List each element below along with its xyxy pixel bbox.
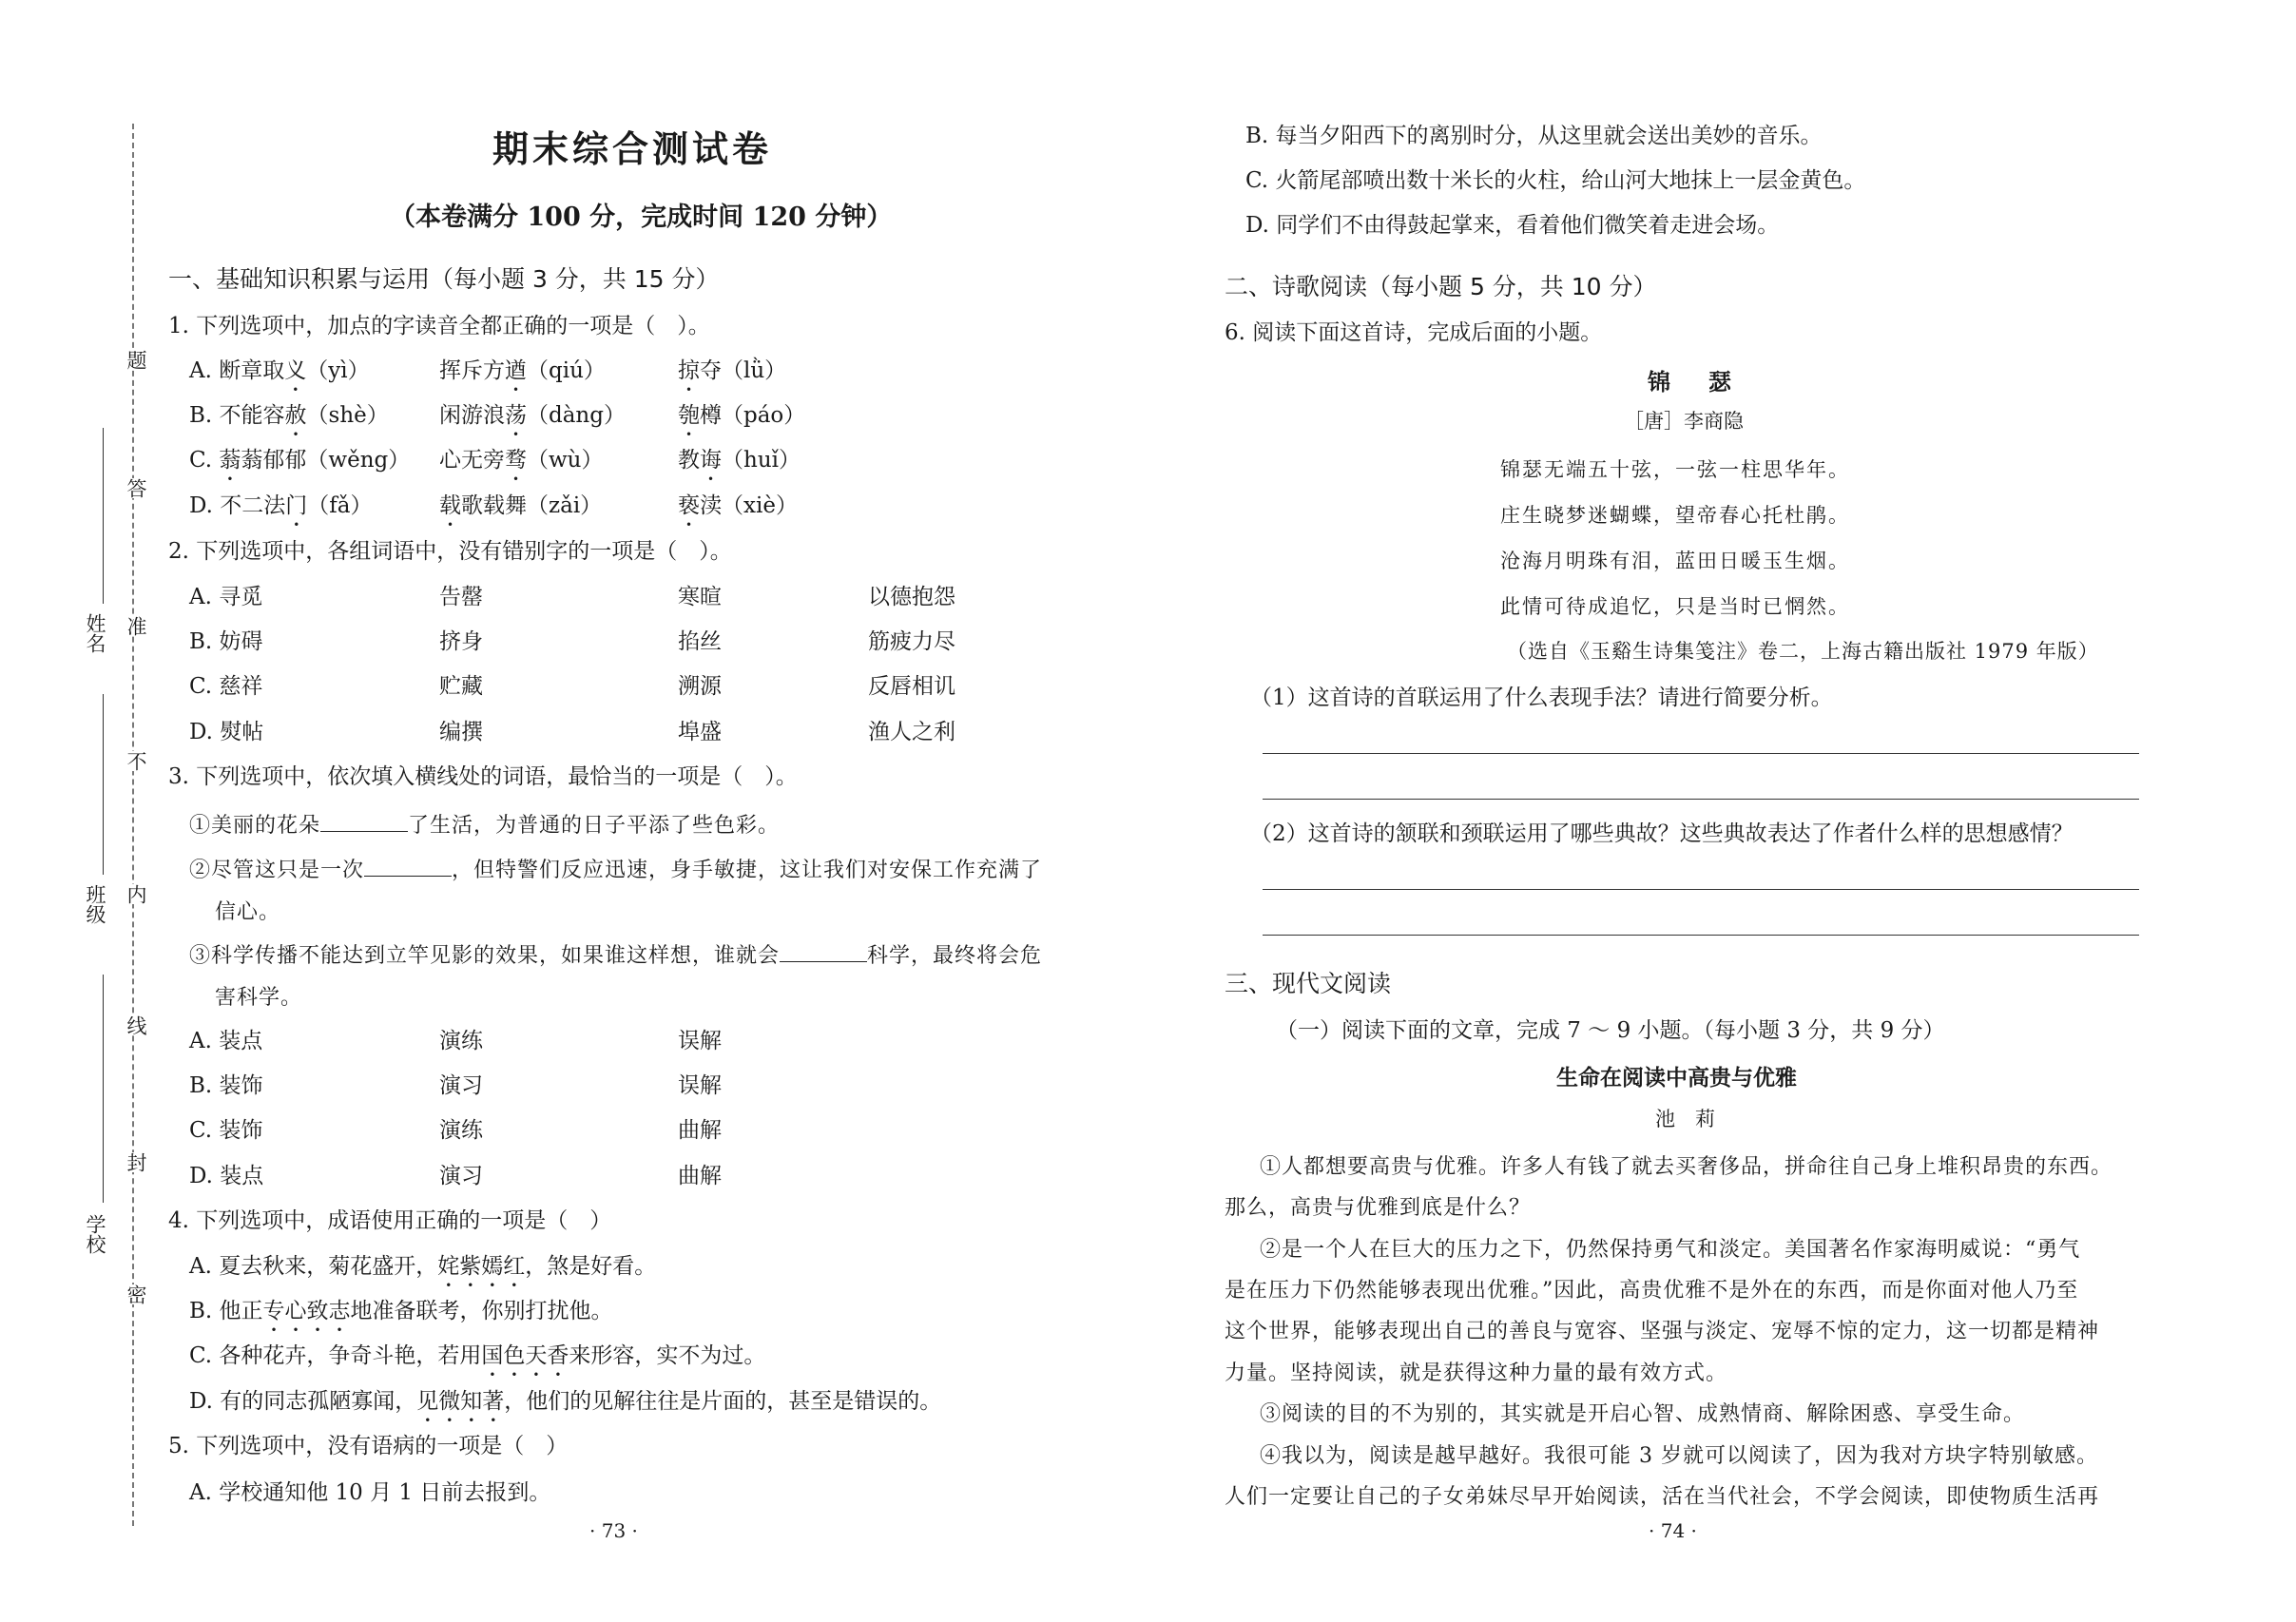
poem-line: 此情可待成追忆，只是当时已惘然。 bbox=[1500, 595, 1850, 618]
section-1-heading: 一、基础知识积累与运用（每小题 3 分，共 15 分） bbox=[168, 265, 720, 293]
fill-blank[interactable] bbox=[320, 810, 408, 832]
school-field-line bbox=[103, 975, 104, 1203]
q5-stem: 5. 下列选项中，没有语病的一项是（ ） bbox=[168, 1434, 569, 1458]
name-label: 姓名 bbox=[84, 613, 106, 653]
article-text: ①人都想要高贵与优雅。许多人有钱了就去买奢侈品，拼命往自己身上堆积昂贵的东西。 bbox=[1260, 1155, 2113, 1179]
q3-option: 误解 bbox=[678, 1073, 722, 1098]
poem-author: ［唐］李商隐 bbox=[1624, 410, 1744, 433]
margin-char: 不 bbox=[122, 751, 150, 771]
q5-option-c: C. 火箭尾部喷出数十米长的火柱，给山河大地抹上一层金黄色。 bbox=[1245, 168, 1866, 193]
q5-option-b: B. 每当夕阳西下的离别时分，从这里就会送出美妙的音乐。 bbox=[1245, 124, 1823, 148]
q2-option: 告罄 bbox=[439, 585, 483, 609]
article-text: 这个世界，能够表现出自己的善良与宽容、坚强与淡定、宠辱不惊的定力，这一切都是精神 bbox=[1225, 1320, 2100, 1343]
q3-option: 演练 bbox=[439, 1118, 483, 1143]
q2-option: 编撰 bbox=[439, 720, 483, 744]
q1-option: 挥斥方遒（qiú） bbox=[439, 358, 606, 383]
margin-char: 线 bbox=[122, 1015, 150, 1035]
class-label: 班级 bbox=[84, 884, 106, 924]
q3-sentence-2: ②尽管这只是一次 ，但特警们反应迅速，身手敏捷，这让我们对安保工作充满了 bbox=[189, 854, 1042, 883]
article-title: 生命在阅读中高贵与优雅 bbox=[1556, 1066, 1797, 1091]
school-label: 学校 bbox=[84, 1214, 106, 1254]
page-number-right: · 74 · bbox=[1649, 1519, 1697, 1542]
q3-option: D. 装点 bbox=[189, 1164, 264, 1188]
q2-option: D. 熨帖 bbox=[189, 720, 264, 744]
q2-option: C. 慈祥 bbox=[189, 674, 263, 699]
q2-option: 以德抱怨 bbox=[868, 585, 955, 609]
q3-option: 误解 bbox=[678, 1029, 722, 1053]
answer-line[interactable] bbox=[1263, 799, 2139, 800]
q4-option-c: C. 各种花卉，争奇斗艳，若用国色天香来形容，实不为过。 bbox=[189, 1343, 766, 1368]
q3-sentence-1: ①美丽的花朵 了生活，为普通的日子平添了些色彩。 bbox=[189, 809, 780, 839]
q3-option: 曲解 bbox=[678, 1118, 722, 1143]
q1-option: 教诲（huǐ） bbox=[678, 448, 801, 473]
q3-option: 演练 bbox=[439, 1029, 483, 1053]
article-author: 池 莉 bbox=[1655, 1108, 1715, 1130]
margin-char: 准 bbox=[122, 616, 150, 636]
q4-stem: 4. 下列选项中，成语使用正确的一项是（ ） bbox=[168, 1208, 612, 1233]
poem-title: 锦 瑟 bbox=[1648, 368, 1739, 396]
q1-option: 亵渎（xiè） bbox=[678, 493, 798, 518]
margin-char: 内 bbox=[122, 884, 150, 904]
q1-option: A. 断章取义（yì） bbox=[189, 358, 370, 383]
poem-line: 庄生晓梦迷蝴蝶，望帝春心托杜鹃。 bbox=[1500, 504, 1850, 527]
fold-dashed-line bbox=[132, 124, 134, 1526]
q3-stem: 3. 下列选项中，依次填入横线处的词语，最恰当的一项是（ ）。 bbox=[168, 764, 798, 789]
q1-option: 载歌载舞（zǎi） bbox=[439, 493, 603, 518]
q3-sentence-2-cont: 信心。 bbox=[215, 900, 281, 924]
q6-stem: 6. 阅读下面这首诗，完成后面的小题。 bbox=[1225, 320, 1603, 345]
fill-blank[interactable] bbox=[780, 940, 867, 962]
q4-option-d: D. 有的同志孤陋寡闻，见微知著，他们的见解往往是片面的，甚至是错误的。 bbox=[189, 1389, 942, 1414]
q3-option: 演习 bbox=[439, 1073, 483, 1098]
q1-option: C. 蓊蓊郁郁（wěng） bbox=[189, 448, 411, 473]
q6-1: （1）这首诗的首联运用了什么表现手法？请进行简要分析。 bbox=[1250, 685, 1833, 710]
article-text: 是在压力下仍然能够表现出优雅。”因此，高贵优雅不是外在的东西，而是你面对他人乃至 bbox=[1225, 1279, 2079, 1303]
section-2-heading: 二、诗歌阅读（每小题 5 分，共 10 分） bbox=[1225, 273, 1657, 300]
q2-option: 溯源 bbox=[678, 674, 722, 699]
q1-stem: 1. 下列选项中，加点的字读音全都正确的一项是（ ）。 bbox=[168, 314, 710, 338]
q5-option-d: D. 同学们不由得鼓起掌来，看着他们微笑着走进会场。 bbox=[1245, 213, 1780, 238]
q2-option: 反唇相讥 bbox=[868, 674, 955, 699]
exam-subtitle: （本卷满分 100 分，完成时间 120 分钟） bbox=[390, 203, 893, 232]
article-text: ④我以为，阅读是越早越好。我很可能 3 岁就可以阅读了，因为我对方块字特别敏感。 bbox=[1260, 1444, 2098, 1468]
answer-line[interactable] bbox=[1263, 935, 2139, 936]
article-text: ②是一个人在巨大的压力之下，仍然保持勇气和淡定。美国著名作家海明威说：“勇气 bbox=[1260, 1238, 2081, 1262]
q4-option-a: A. 夏去秋来，菊花盛开，姹紫嫣红，煞是好看。 bbox=[189, 1254, 657, 1279]
q3-option: C. 装饰 bbox=[189, 1118, 263, 1143]
section-3-heading: 三、现代文阅读 bbox=[1225, 970, 1392, 997]
margin-char: 答 bbox=[122, 478, 150, 498]
q2-option: 寒暄 bbox=[678, 585, 722, 609]
article-text: 人们一定要让自己的子女弟妹尽早开始阅读，活在当代社会，不学会阅读，即使物质生活再 bbox=[1225, 1485, 2100, 1509]
q3-sentence-3-cont: 害科学。 bbox=[215, 986, 303, 1010]
q2-option: B. 妨碍 bbox=[189, 629, 263, 654]
q3-option: B. 装饰 bbox=[189, 1073, 263, 1098]
q1-option: 掠夺（lǜ） bbox=[678, 358, 787, 383]
margin-char: 题 bbox=[122, 350, 150, 370]
margin-char: 封 bbox=[122, 1152, 150, 1172]
q5-option-a: A. 学校通知他 10 月 1 日前去报到。 bbox=[189, 1480, 551, 1505]
q1-option: D. 不二法门（fǎ） bbox=[189, 493, 373, 518]
answer-line[interactable] bbox=[1263, 889, 2139, 890]
q1-option: 闲游浪荡（dàng） bbox=[439, 403, 626, 428]
poem-source: （选自《玉谿生诗集笺注》卷二，上海古籍出版社 1979 年版） bbox=[1507, 640, 2099, 663]
poem-line: 沧海月明珠有泪，蓝田日暖玉生烟。 bbox=[1500, 550, 1850, 572]
article-text: 那么，高贵与优雅到底是什么？ bbox=[1225, 1196, 1532, 1220]
article-text: 力量。坚持阅读，就是获得这种力量的最有效方式。 bbox=[1225, 1361, 1728, 1385]
q2-option: 挤身 bbox=[439, 629, 483, 654]
exam-title: 期末综合测试卷 bbox=[492, 127, 773, 170]
q2-option: 渔人之利 bbox=[868, 720, 955, 744]
q6-2: （2）这首诗的颔联和颈联运用了哪些典故？这些典故表达了作者什么样的思想感情？ bbox=[1250, 821, 2074, 846]
q2-stem: 2. 下列选项中，各组词语中，没有错别字的一项是（ ）。 bbox=[168, 539, 732, 564]
q3-sentence-3: ③科学传播不能达到立竿见影的效果，如果谁这样想，谁就会 科学，最终将会危 bbox=[189, 939, 1042, 969]
article-text: ③阅读的目的不为别的，其实就是开启心智、成熟情商、解除困惑、享受生命。 bbox=[1260, 1402, 2026, 1426]
q2-option: 掐丝 bbox=[678, 629, 722, 654]
page-number-left: · 73 · bbox=[589, 1519, 638, 1542]
q1-option: 匏樽（páo） bbox=[678, 403, 806, 428]
class-field-line bbox=[103, 694, 104, 875]
part-1-instruction: （一）阅读下面的文章，完成 7 ～ 9 小题。（每小题 3 分，共 9 分） bbox=[1276, 1018, 1945, 1043]
q2-option: A. 寻觅 bbox=[189, 585, 263, 609]
q1-option: B. 不能容赦（shè） bbox=[189, 403, 389, 428]
q2-option: 埠盛 bbox=[678, 720, 722, 744]
q3-option: 曲解 bbox=[678, 1164, 722, 1188]
fill-blank[interactable] bbox=[364, 855, 452, 877]
q1-option: 心无旁骛（wù） bbox=[439, 448, 604, 473]
margin-char: 密 bbox=[122, 1284, 150, 1304]
q3-option: A. 装点 bbox=[189, 1029, 263, 1053]
q3-option: 演习 bbox=[439, 1164, 483, 1188]
q2-option: 筋疲力尽 bbox=[868, 629, 955, 654]
q4-option-b: B. 他正专心致志地准备联考，你别打扰他。 bbox=[189, 1299, 613, 1323]
q2-option: 贮藏 bbox=[439, 674, 483, 699]
name-field-line bbox=[103, 428, 104, 604]
answer-line[interactable] bbox=[1263, 753, 2139, 754]
poem-line: 锦瑟无端五十弦，一弦一柱思华年。 bbox=[1500, 458, 1850, 481]
